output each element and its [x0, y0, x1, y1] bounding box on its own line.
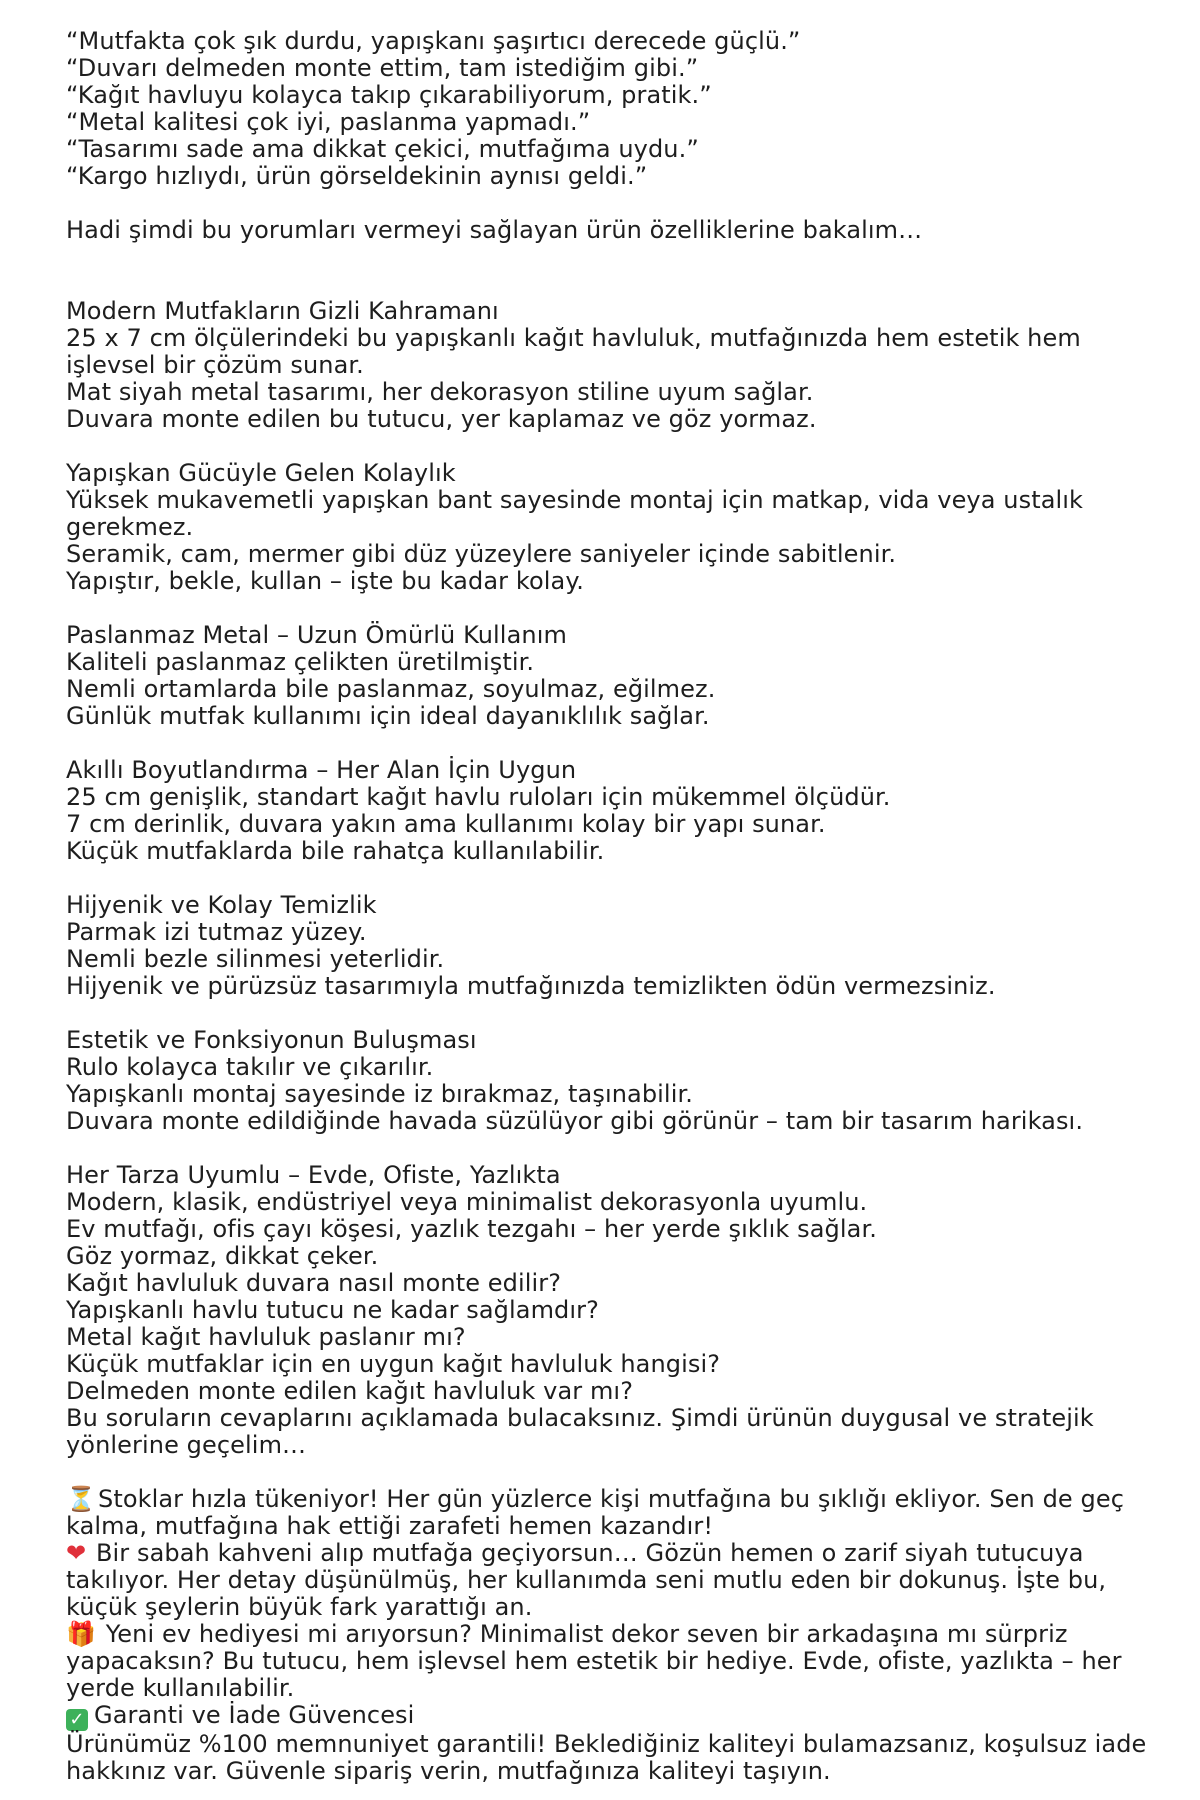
section-line: Seramik, cam, mermer gibi düz yüzeylere saniyeler içinde sabitlenir.	[66, 540, 897, 568]
stock-callout	[66, 1486, 1176, 1540]
section-line: Hijyenik ve pürüzsüz tasarımıyla mutfağınızda temizlikten ödün vermezsiniz.	[66, 972, 996, 1000]
section-line: Rulo kolayca takılır ve çıkarılır.	[66, 1053, 434, 1081]
section-line: 25 cm genişlik, standart kağıt havlu ruloları için mükemmel ölçüdür.	[66, 783, 891, 811]
review-line: “Tasarımı sade ama dikkat çekici, mutfağıma uydu.”	[66, 135, 699, 163]
section-line: Göz yormaz, dikkat çeker.	[66, 1242, 379, 1270]
faq-question: Metal kağıt havluluk paslanır mı?	[66, 1323, 466, 1351]
feature-section	[66, 1027, 1176, 1135]
gift-callout-text: Yeni ev hediyesi mi arıyorsun? Minimalist dekor seven bir arkadaşına mı sürpriz yapacaksın? Bu tutucu, hem işlevsel hem estetik bir hediye. Evde, ofiste, yazlıkta – her yerde kullanılabilir.	[66, 1620, 1122, 1702]
guarantee-callout	[66, 1702, 1176, 1731]
intro-text: Hadi şimdi bu yorumları vermeyi sağlayan ürün özelliklerine bakalım…	[66, 216, 923, 244]
feature-section	[66, 622, 1176, 730]
feature-section	[66, 298, 1176, 433]
feature-section	[66, 460, 1176, 595]
section-line: Yapışkanlı montaj sayesinde iz bırakmaz, taşınabilir.	[66, 1080, 693, 1108]
section-line: Günlük mutfak kullanımı için ideal dayanıklılık sağlar.	[66, 702, 710, 730]
section-title: Paslanmaz Metal – Uzun Ömürlü Kullanım	[66, 621, 567, 649]
stock-callout-text: Stoklar hızla tükeniyor! Her gün yüzlerce kişi mutfağına bu şıklığı ekliyor. Sen de geç kalma, mutfağına hak ettiği zarafeti hemen kazandır!	[66, 1485, 1124, 1540]
review-line: “Metal kalitesi çok iyi, paslanma yapmadı.”	[66, 108, 591, 136]
gift-icon: 🎁	[66, 1620, 96, 1648]
style-section	[66, 1162, 1176, 1459]
section-line: 25 x 7 cm ölçülerindeki bu yapışkanlı kağıt havluluk, mutfağınızda hem estetik hem işlevsel bir çözüm sunar.	[66, 324, 1081, 379]
section-line: Nemli ortamlarda bile paslanmaz, soyulmaz, eğilmez.	[66, 675, 716, 703]
review-line: “Kağıt havluyu kolayca takıp çıkarabiliyorum, pratik.”	[66, 81, 712, 109]
guarantee-text: Ürünümüz %100 memnuniyet garantili! Beklediğiniz kaliteyi bulamazsanız, koşulsuz iade hakkınız var. Güvenle sipariş verin, mutfağınıza kaliteyi taşıyın.	[66, 1730, 1147, 1785]
section-line: Modern, klasik, endüstriyel veya minimalist dekorasyonla uyumlu.	[66, 1188, 868, 1216]
emotion-callout	[66, 1540, 1176, 1621]
product-description	[66, 28, 1176, 1785]
customer-reviews	[66, 28, 1176, 190]
check-icon: ✓	[66, 1709, 88, 1731]
section-line: Yapıştır, bekle, kullan – işte bu kadar kolay.	[66, 567, 584, 595]
section-line: Mat siyah metal tasarımı, her dekorasyon stiline uyum sağlar.	[66, 378, 814, 406]
feature-section	[66, 892, 1176, 1000]
section-title: Her Tarza Uyumlu – Evde, Ofiste, Yazlıkta	[66, 1161, 561, 1189]
gift-callout	[66, 1621, 1176, 1702]
section-line: Kaliteli paslanmaz çelikten üretilmiştir.	[66, 648, 535, 676]
review-line: “Mutfakta çok şık durdu, yapışkanı şaşırtıcı derecede güçlü.”	[66, 27, 801, 55]
section-line: Duvara monte edildiğinde havada süzülüyor gibi görünür – tam bir tasarım harikası.	[66, 1107, 1084, 1135]
faq-question: Delmeden monte edilen kağıt havluluk var mı?	[66, 1377, 634, 1405]
section-line: Parmak izi tutmaz yüzey.	[66, 918, 367, 946]
section-title: Modern Mutfakların Gizli Kahramanı	[66, 297, 499, 325]
callouts	[66, 1486, 1176, 1785]
heart-icon: ❤	[66, 1539, 87, 1567]
faq-question: Küçük mutfaklar için en uygun kağıt havluluk hangisi?	[66, 1350, 721, 1378]
section-title: Estetik ve Fonksiyonun Buluşması	[66, 1026, 477, 1054]
guarantee-title: Garanti ve İade Güvencesi	[94, 1701, 415, 1729]
section-title: Yapışkan Gücüyle Gelen Kolaylık	[66, 459, 456, 487]
feature-section	[66, 757, 1176, 865]
faq-question: Kağıt havluluk duvara nasıl monte edilir?	[66, 1269, 562, 1297]
emotion-callout-text: Bir sabah kahveni alıp mutfağa geçiyorsun… Gözün hemen o zarif siyah tutucuya takılıyor. Her detay düşünülmüş, her kullanımda seni mutlu eden bir dokunuş. İşte bu, küçük şeylerin büyük fark yarattığı an.	[66, 1539, 1107, 1621]
section-line: Ev mutfağı, ofis çayı köşesi, yazlık tezgahı – her yerde şıklık sağlar.	[66, 1215, 877, 1243]
faq-question: Yapışkanlı havlu tutucu ne kadar sağlamdır?	[66, 1296, 599, 1324]
review-line: “Duvarı delmeden monte ettim, tam istediğim gibi.”	[66, 54, 699, 82]
review-line: “Kargo hızlıydı, ürün görseldekinin aynısı geldi.”	[66, 162, 648, 190]
section-line: Küçük mutfaklarda bile rahatça kullanılabilir.	[66, 837, 605, 865]
section-title: Hijyenik ve Kolay Temizlik	[66, 891, 377, 919]
section-line: Nemli bezle silinmesi yeterlidir.	[66, 945, 445, 973]
section-line: Yüksek mukavemetli yapışkan bant sayesinde montaj için matkap, vida veya ustalık gerekmez.	[66, 486, 1084, 541]
section-line: 7 cm derinlik, duvara yakın ama kullanımı kolay bir yapı sunar.	[66, 810, 826, 838]
section-line: Duvara monte edilen bu tutucu, yer kaplamaz ve göz yormaz.	[66, 405, 817, 433]
section-title: Akıllı Boyutlandırma – Her Alan İçin Uygun	[66, 756, 577, 784]
section-line: Bu soruların cevaplarını açıklamada bulacaksınız. Şimdi ürünün duygusal ve stratejik yönlerine geçelim…	[66, 1404, 1094, 1459]
hourglass-icon: ⏳	[66, 1485, 96, 1513]
